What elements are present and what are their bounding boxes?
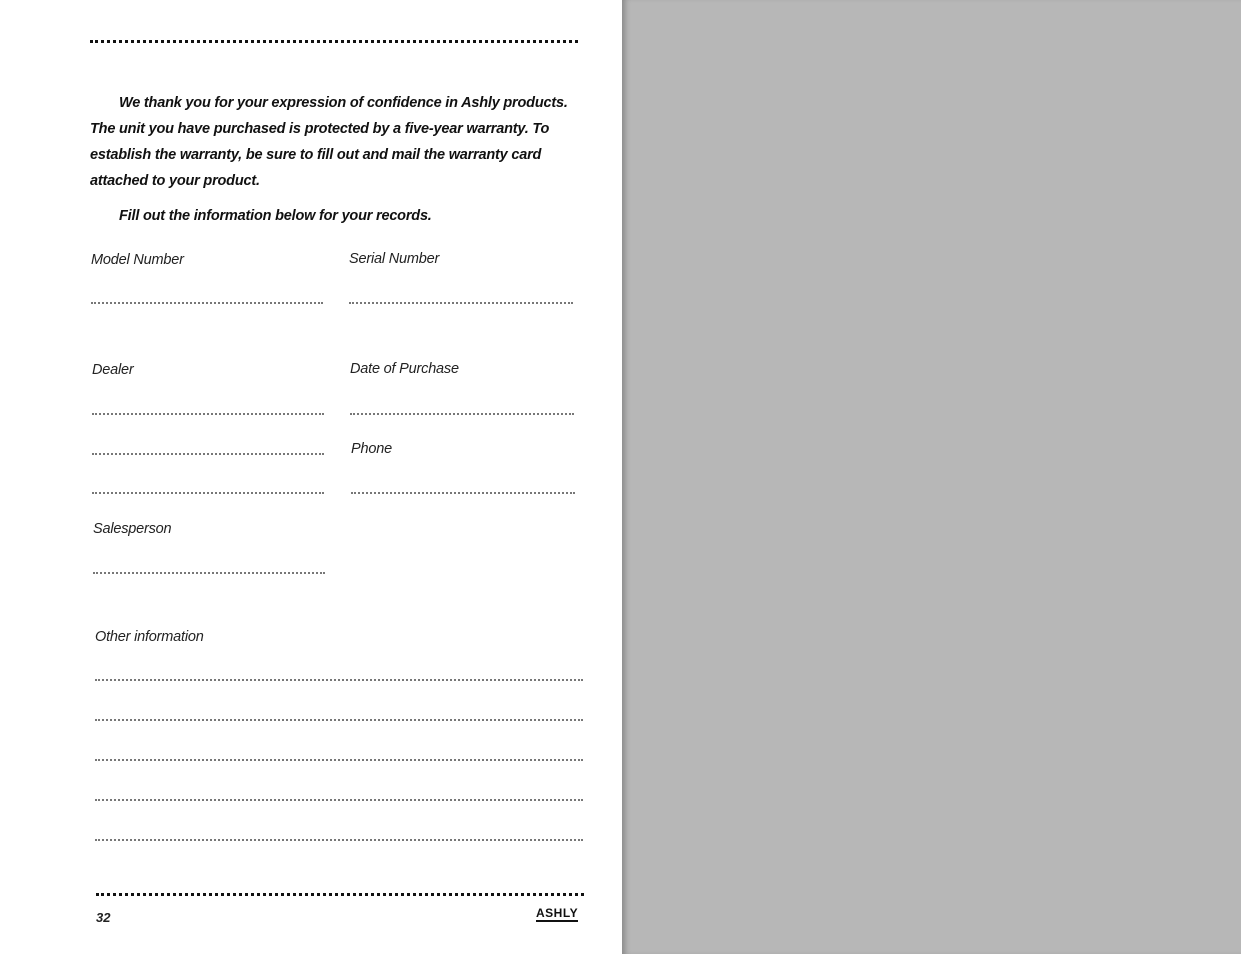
bottom-dotted-rule <box>96 893 584 896</box>
phone-label: Phone <box>351 441 392 457</box>
serial-number-line[interactable] <box>349 302 573 304</box>
model-number-label: Model Number <box>91 252 184 268</box>
other-information-line-4[interactable] <box>95 799 583 801</box>
other-information-line-1[interactable] <box>95 679 583 681</box>
other-information-label: Other information <box>95 629 204 645</box>
other-information-line-5[interactable] <box>95 839 583 841</box>
intro-paragraph: We thank you for your expression of confidence in Ashly products. The unit you have purchased is protected by a five-year warranty. To establish the warranty, be sure to fill out and mail the warranty card attached to your product. <box>90 95 568 189</box>
other-information-line-2[interactable] <box>95 719 583 721</box>
salesperson-label: Salesperson <box>93 521 172 537</box>
date-of-purchase-label: Date of Purchase <box>350 361 459 377</box>
other-information-line-3[interactable] <box>95 759 583 761</box>
top-dotted-rule <box>90 40 578 43</box>
ashly-logo: ASHLY <box>536 906 579 920</box>
page-number: 32 <box>96 910 111 925</box>
back-cover-panel <box>622 0 1241 954</box>
serial-number-label: Serial Number <box>349 251 440 267</box>
dealer-label: Dealer <box>92 362 134 378</box>
phone-line[interactable] <box>351 492 575 494</box>
dealer-line-1[interactable] <box>92 413 324 415</box>
dealer-line-2[interactable] <box>92 453 324 455</box>
instruction-text: Fill out the information below for your records. <box>119 208 432 224</box>
salesperson-line[interactable] <box>93 572 325 574</box>
date-of-purchase-line[interactable] <box>350 413 574 415</box>
dealer-line-3[interactable] <box>92 492 324 494</box>
model-number-line[interactable] <box>91 302 323 304</box>
